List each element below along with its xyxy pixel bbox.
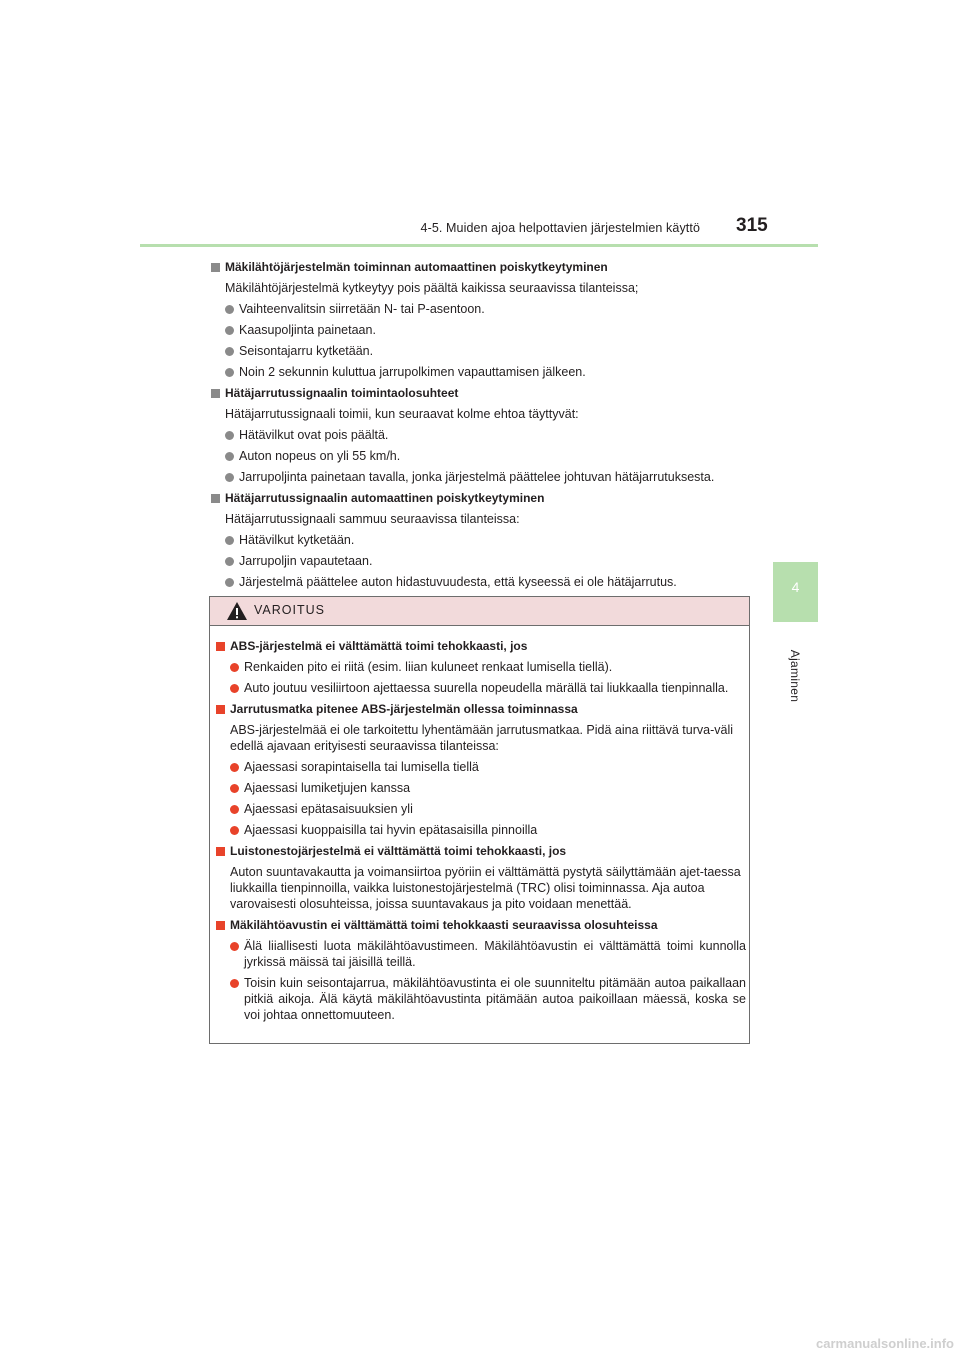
bullet-dot-icon (225, 452, 234, 461)
square-bullet-icon (211, 389, 220, 398)
square-bullet-icon (211, 494, 220, 503)
square-bullet-icon (216, 705, 225, 714)
square-bullet-icon (216, 921, 225, 930)
list-item: Auto joutuu vesiliirtoon ajettaessa suurella nopeudella märällä tai liukkaalla tienpinnalla. (216, 678, 746, 699)
warning-title: VAROITUS (254, 603, 325, 617)
list-item: Auton nopeus on yli 55 km/h. (211, 446, 751, 467)
watermark-text: carmanualsonline.info (816, 1336, 954, 1351)
list-item: Älä liiallisesti luota mäkilähtöavustimeen. Mäkilähtöavustin ei välttämättä toimi kunnolla jyrkissä mäissä tai jäisillä teillä. (216, 936, 746, 973)
square-bullet-icon (216, 847, 225, 856)
bullet-dot-icon (225, 431, 234, 440)
chapter-tab (773, 562, 818, 622)
warning-heading: Mäkilähtöavustin ei välttämättä toimi tehokkaasti seuraavissa olosuhteissa (216, 915, 746, 936)
list-item: Jarrupoljinta painetaan tavalla, jonka järjestelmä päättelee johtuvan hätäjarrutuksesta. (211, 467, 751, 488)
bullet-dot-icon (230, 663, 239, 672)
list-item: Ajaessasi kuoppaisilla tai hyvin epätasaisilla pinnoilla (216, 820, 746, 841)
list-item: Vaihteenvalitsin siirretään N- tai P-asentoon. (211, 299, 751, 320)
bullet-dot-icon (225, 368, 234, 377)
square-bullet-icon (211, 263, 220, 272)
square-bullet-icon (216, 642, 225, 651)
section-heading: Hätäjarrutussignaalin automaattinen poiskytkeytyminen (211, 488, 751, 509)
warning-paragraph: ABS-järjestelmää ei ole tarkoitettu lyhentämään jarrutusmatkaa. Pidä aina riittävä turva-väli edellä ajavaan erityisesti seuraavissa tilanteissa: (230, 723, 734, 753)
bullet-dot-icon (230, 784, 239, 793)
warning-heading: Jarrutusmatka pitenee ABS-järjestelmän ollessa toiminnassa (216, 699, 746, 720)
warning-body (216, 636, 746, 1026)
bullet-dot-icon (230, 763, 239, 772)
section-intro: Hätäjarrutussignaali sammuu seuraavissa tilanteissa: (225, 512, 520, 526)
list-item: Toisin kuin seisontajarrua, mäkilähtöavustinta ei ole suunniteltu pitämään autoa paikallaan pitkiä aikoja. Älä käytä mäkilähtöavustinta pitämään autoa paikoillaan mäessä, koska se voi johtaa onnettomuuteen. (216, 973, 746, 1026)
bullet-dot-icon (230, 805, 239, 814)
bullet-dot-icon (225, 536, 234, 545)
list-item: Ajaessasi lumiketjujen kanssa (216, 778, 746, 799)
warning-heading: Luistonestojärjestelmä ei välttämättä toimi tehokkaasti, jos (216, 841, 746, 862)
list-item: Seisontajarru kytketään. (211, 341, 751, 362)
watermark (770, 1326, 960, 1358)
list-item: Kaasupoljinta painetaan. (211, 320, 751, 341)
list-item: Noin 2 sekunnin kuluttua jarrupolkimen vapauttamisen jälkeen. (211, 362, 751, 383)
chapter-tab-number: 4 (791, 579, 800, 595)
list-item: Hätävilkut kytketään. (211, 530, 751, 551)
header-divider (140, 244, 818, 247)
page-number: 315 (736, 215, 768, 236)
bullet-dot-icon (225, 473, 234, 482)
bullet-dot-icon (225, 326, 234, 335)
list-item: Hätävilkut ovat pois päältä. (211, 425, 751, 446)
main-content (211, 257, 751, 593)
warning-heading: ABS-järjestelmä ei välttämättä toimi tehokkaasti, jos (216, 636, 746, 657)
bullet-dot-icon (230, 942, 239, 951)
list-item: Ajaessasi epätasaisuuksien yli (216, 799, 746, 820)
bullet-dot-icon (225, 557, 234, 566)
section-heading: Hätäjarrutussignaalin toimintaolosuhteet (211, 383, 751, 404)
section-intro: Hätäjarrutussignaali toimii, kun seuraavat kolme ehtoa täyttyvät: (225, 407, 579, 421)
warning-header (210, 597, 749, 626)
section-intro: Mäkilähtöjärjestelmä kytkeytyy pois päältä kaikissa seuraavissa tilanteissa; (225, 281, 639, 295)
chapter-label (775, 649, 815, 703)
list-item: Renkaiden pito ei riitä (esim. liian kuluneet renkaat lumisella tiellä). (216, 657, 746, 678)
header-title: 4-5. Muiden ajoa helpottavien järjestelmien käyttö (420, 221, 700, 235)
list-item: Järjestelmä päättelee auton hidastuvuudesta, että kyseessä ei ole hätäjarrutus. (211, 572, 751, 593)
list-item: Ajaessasi sorapintaisella tai lumisella tiellä (216, 757, 746, 778)
section-heading: Mäkilähtöjärjestelmän toiminnan automaattinen poiskytkeytyminen (211, 257, 751, 278)
bullet-dot-icon (230, 979, 239, 988)
warning-triangle-icon (226, 601, 248, 621)
bullet-dot-icon (230, 684, 239, 693)
warning-box (209, 596, 750, 1044)
bullet-dot-icon (225, 578, 234, 587)
chapter-label-text: Ajaminen (788, 649, 802, 703)
bullet-dot-icon (230, 826, 239, 835)
bullet-dot-icon (225, 305, 234, 314)
warning-paragraph: Auton suuntavakautta ja voimansiirtoa pyöriin ei välttämättä pystytä säilyttämään ajet-taessa liukkailla tienpinnoilla, vaikka luistonestojärjestelmä (TRC) olisi toiminnassa. Aja autoa varovaisesti olosuhteissa, joissa suuntavakaus ja pito voidaan menettää. (230, 865, 741, 911)
list-item: Jarrupoljin vapautetaan. (211, 551, 751, 572)
bullet-dot-icon (225, 347, 234, 356)
